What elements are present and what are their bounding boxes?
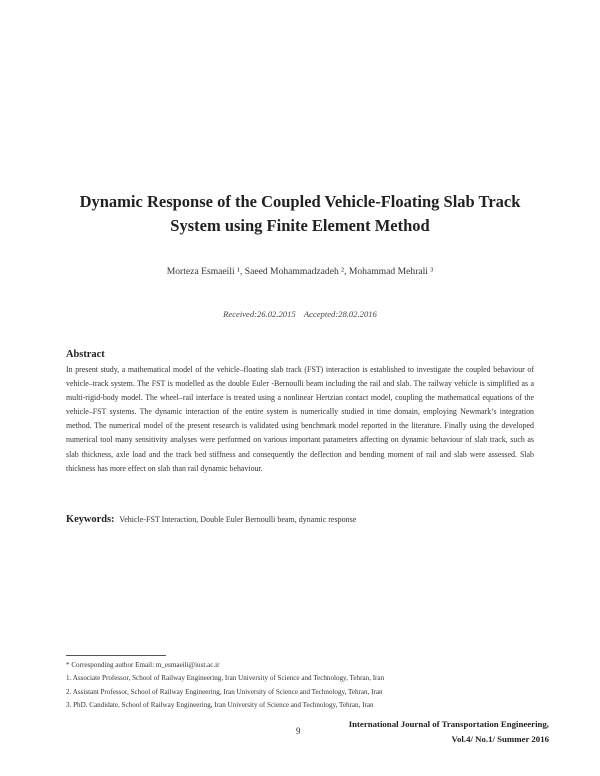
abstract-heading: Abstract [66,349,105,360]
abstract-text: In present study, a mathematical model of the vehicle–floating slab track (FST) interaction is established to investigate the coupled behaviour of vehicle–track system. The FST is modelled as the double Euler -Bernoulli beam including the rail and slab. The railway vehicle is simplified as a multi-rigid-body model. The wheel–rail interface is treated using a nonlinear Hertzian contact model, coupling the mathematical equations of the vehicle–FST systems. The dynamic interaction of the entire system is numerically studied in time domain, employing Newmark’s integration method. The numerical model of the present research is validated using benchmark model reported in the literature. Finally using the developed numerical tool many sensitivity analyses were performed on various important parameters affecting on dynamic behaviour of slab track, such as slab thickness, axle load and the track bed stiffness and consequently the deflection and bending moment of rail and slab were assessed. Slab thickness has more effect on slab than rail dynamic behaviour. [66,365,534,473]
footnote-1: 1. Associate Professor, School of Railway Engineering, Iran University of Science and Technology, Tehran, Iran [66,674,385,683]
submission-dates [40,309,560,319]
keywords-label: Keywords: [66,514,115,525]
title-line-2: System using Finite Element Method [170,216,430,235]
author-list: Morteza Esmaeili ¹, Saeed Mohammadzadeh ², Mohammad Mehrali ³ [166,266,434,277]
keywords [66,514,534,525]
footnote-corresponding: * Corresponding author Email: m_esmaeili@iust.ac.ir [66,661,220,669]
footnote-3: 3. PhD. Candidate, School of Railway Engineering, Iran University of Science and Technology, Tehran, Iran [66,701,374,710]
footnotes [66,659,546,713]
journal-name: International Journal of Transportation Engineering, [348,719,549,729]
footnote-2: 2. Assistant Professor, School of Railway Engineering, Iran University of Science and Technology, Tehran, Iran [66,687,383,696]
title-line-1: Dynamic Response of the Coupled Vehicle-Floating Slab Track [79,192,521,211]
keywords-text: Vehicle-FST Interaction, Double Euler Bernoulli beam, dynamic response [119,515,357,524]
journal-info [289,717,549,747]
journal-issue: Vol.4/ No.1/ Summer 2016 [451,734,549,744]
paper-title [40,190,560,238]
received-date: Received:26.02.2015 [223,309,296,319]
accepted-date: Accepted:28.02.2016 [303,309,377,319]
page-number: 9 [296,726,301,736]
footnote-divider [66,655,166,656]
